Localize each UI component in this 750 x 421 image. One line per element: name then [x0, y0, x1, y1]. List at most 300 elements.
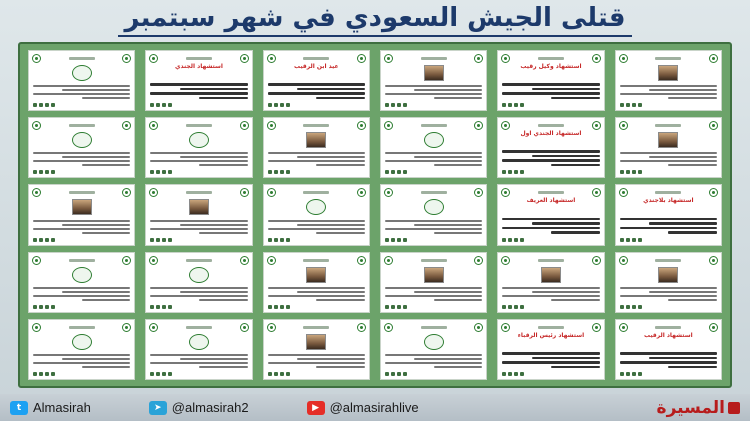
- emblem-icon: [592, 54, 601, 63]
- card-header: [619, 121, 718, 131]
- social-mini-icon: [520, 372, 524, 376]
- social-mini-icon: [51, 103, 55, 107]
- seal-icon: [424, 132, 444, 148]
- martyr-card: [497, 184, 604, 245]
- martyr-card: [615, 319, 722, 380]
- text-line: [150, 152, 247, 154]
- social-mini-icon: [33, 170, 37, 174]
- seal-icon: [424, 334, 444, 350]
- social-mini-icon: [626, 372, 630, 376]
- social-mini-icon: [520, 238, 524, 242]
- text-line: [180, 358, 248, 360]
- martyr-photo: [658, 132, 678, 148]
- martyr-card: [145, 252, 252, 313]
- social-mini-icon: [268, 103, 272, 107]
- text-line: [532, 88, 600, 91]
- text-line: [316, 299, 365, 301]
- social-mini-icon: [274, 238, 278, 242]
- card-description: [620, 150, 717, 168]
- card-header: [32, 256, 131, 266]
- card-footer: [620, 103, 717, 107]
- text-line: [551, 299, 600, 301]
- text-line: [385, 85, 482, 87]
- card-header: [32, 121, 131, 131]
- header-text-line: [303, 191, 329, 194]
- card-header: [149, 323, 248, 333]
- card-footer: [620, 305, 717, 309]
- card-header: [267, 188, 366, 198]
- card-footer: [502, 103, 599, 107]
- text-line: [316, 97, 365, 100]
- text-line: [532, 155, 600, 158]
- card-footer: [150, 372, 247, 376]
- emblem-icon: [474, 256, 483, 265]
- card-headline: استشهاد العريف: [526, 197, 576, 205]
- social-mini-icon: [39, 170, 43, 174]
- social-mini-icon: [502, 305, 506, 309]
- emblem-icon: [267, 323, 276, 332]
- social-mini-icon: [45, 372, 49, 376]
- social-mini-icon: [403, 238, 407, 242]
- social-mini-icon: [403, 305, 407, 309]
- social-mini-icon: [520, 305, 524, 309]
- martyr-card: [497, 50, 604, 111]
- text-line: [316, 232, 365, 234]
- social-mini-icon: [391, 170, 395, 174]
- martyr-photo: [306, 334, 326, 350]
- emblem-icon: [240, 54, 249, 63]
- header-text-line: [69, 57, 95, 60]
- text-line: [62, 291, 130, 293]
- social-mini-icon: [268, 170, 272, 174]
- card-footer: [150, 170, 247, 174]
- text-line: [434, 164, 483, 166]
- text-line: [33, 287, 130, 289]
- social-mini-icon: [403, 170, 407, 174]
- text-line: [551, 164, 600, 167]
- text-line: [268, 228, 365, 230]
- text-line: [33, 160, 130, 162]
- martyr-card: [380, 252, 487, 313]
- card-header: [267, 121, 366, 131]
- text-line: [620, 218, 717, 221]
- social-mini-icon: [280, 103, 284, 107]
- card-description: [33, 150, 130, 168]
- header-text-line: [538, 57, 564, 60]
- social-mini-icon: [638, 170, 642, 174]
- youtube-icon: ▶: [307, 401, 325, 415]
- emblem-icon: [240, 323, 249, 332]
- text-line: [385, 220, 482, 222]
- text-line: [180, 156, 248, 158]
- card-description: [268, 218, 365, 236]
- emblem-icon: [474, 188, 483, 197]
- social-mini-icon: [632, 170, 636, 174]
- emblem-icon: [149, 256, 158, 265]
- text-line: [297, 291, 365, 293]
- emblem-icon: [122, 188, 131, 197]
- card-footer: [620, 170, 717, 174]
- text-line: [150, 160, 247, 162]
- social-mini-icon: [397, 372, 401, 376]
- emblem-icon: [240, 256, 249, 265]
- emblem-icon: [709, 121, 718, 130]
- card-description: [620, 216, 717, 236]
- emblem-icon: [619, 323, 628, 332]
- card-headline: استشهاد رئيس الرقباء: [517, 331, 585, 339]
- text-line: [150, 362, 247, 364]
- martyr-card: [263, 252, 370, 313]
- text-line: [668, 366, 717, 369]
- header-text-line: [186, 259, 212, 262]
- social-mini-icon: [620, 103, 624, 107]
- text-line: [199, 164, 248, 166]
- card-description: [502, 81, 599, 101]
- card-description: [33, 352, 130, 370]
- emblem-icon: [619, 54, 628, 63]
- text-line: [385, 287, 482, 289]
- emblem-icon: [240, 121, 249, 130]
- martyr-photo: [541, 267, 561, 283]
- seal-icon: [189, 334, 209, 350]
- card-footer: [502, 170, 599, 174]
- card-footer: [268, 170, 365, 174]
- emblem-icon: [32, 256, 41, 265]
- social-mini-icon: [150, 238, 154, 242]
- card-footer: [33, 170, 130, 174]
- social-mini-icon: [33, 103, 37, 107]
- text-line: [297, 156, 365, 158]
- cards-board: [18, 42, 732, 388]
- seal-icon: [72, 334, 92, 350]
- emblem-icon: [384, 188, 393, 197]
- card-description: [268, 285, 365, 303]
- header-text-line: [186, 124, 212, 127]
- text-line: [268, 152, 365, 154]
- card-description: [150, 81, 247, 101]
- card-footer: [385, 372, 482, 376]
- text-line: [199, 299, 248, 301]
- text-line: [33, 362, 130, 364]
- emblem-icon: [592, 121, 601, 130]
- header-text-line: [538, 259, 564, 262]
- card-headline: استشهاد الجندي: [175, 63, 223, 70]
- card-footer: [620, 238, 717, 242]
- emblem-icon: [384, 121, 393, 130]
- social-mini-icon: [502, 103, 506, 107]
- card-headline: استشهاد الرقيب: [643, 331, 693, 339]
- text-line: [82, 97, 131, 99]
- text-line: [385, 160, 482, 162]
- text-line: [414, 89, 482, 91]
- text-line: [551, 231, 600, 234]
- social-mini-icon: [632, 103, 636, 107]
- card-footer: [268, 103, 365, 107]
- text-line: [620, 361, 717, 364]
- emblem-icon: [474, 323, 483, 332]
- card-header: [149, 188, 248, 198]
- social-mini-icon: [508, 305, 512, 309]
- card-headline: استشهاد وكيل رقيب: [520, 63, 582, 70]
- martyr-card: [380, 184, 487, 245]
- emblem-icon: [149, 54, 158, 63]
- header-text-line: [421, 259, 447, 262]
- header-text-line: [421, 57, 447, 60]
- telegram-handle: @almasirah2: [171, 400, 249, 415]
- social-mini-icon: [638, 305, 642, 309]
- martyr-photo: [424, 65, 444, 81]
- social-mini-icon: [156, 170, 160, 174]
- emblem-icon: [619, 188, 628, 197]
- logo-mark-icon: [728, 402, 740, 414]
- social-mini-icon: [508, 170, 512, 174]
- social-mini-icon: [508, 372, 512, 376]
- text-line: [199, 366, 248, 368]
- card-header: [384, 256, 483, 266]
- emblem-icon: [32, 323, 41, 332]
- social-mini-icon: [51, 170, 55, 174]
- header-text-line: [421, 191, 447, 194]
- text-line: [649, 291, 717, 293]
- text-line: [268, 362, 365, 364]
- header-text-line: [538, 326, 564, 329]
- card-footer: [385, 103, 482, 107]
- seal-icon: [72, 65, 92, 81]
- social-mini-icon: [51, 238, 55, 242]
- card-description: [150, 285, 247, 303]
- emblem-icon: [592, 188, 601, 197]
- seal-icon: [306, 199, 326, 215]
- emblem-icon: [32, 121, 41, 130]
- text-line: [297, 88, 365, 91]
- martyr-card: [28, 252, 135, 313]
- social-mini-icon: [626, 238, 630, 242]
- emblem-icon: [149, 323, 158, 332]
- social-mini-icon: [403, 372, 407, 376]
- social-mini-icon: [150, 372, 154, 376]
- text-line: [668, 231, 717, 234]
- footer-bar: [0, 394, 750, 421]
- text-line: [150, 220, 247, 222]
- social-mini-icon: [502, 238, 506, 242]
- social-mini-icon: [51, 305, 55, 309]
- card-header: [384, 54, 483, 64]
- text-line: [33, 93, 130, 95]
- social-mini-icon: [168, 238, 172, 242]
- telegram-link[interactable]: [149, 400, 249, 415]
- text-line: [268, 295, 365, 297]
- social-mini-icon: [274, 103, 278, 107]
- martyr-photo: [424, 267, 444, 283]
- martyr-card: [145, 50, 252, 111]
- martyr-card: [263, 319, 370, 380]
- emblem-icon: [501, 323, 510, 332]
- card-footer: [33, 372, 130, 376]
- social-mini-icon: [502, 372, 506, 376]
- text-line: [414, 358, 482, 360]
- text-line: [551, 366, 600, 369]
- social-mini-icon: [385, 305, 389, 309]
- emblem-icon: [357, 188, 366, 197]
- social-mini-icon: [520, 103, 524, 107]
- martyr-photo: [306, 267, 326, 283]
- social-mini-icon: [620, 170, 624, 174]
- text-line: [620, 227, 717, 230]
- emblem-icon: [32, 188, 41, 197]
- martyr-card: [263, 50, 370, 111]
- emblem-icon: [709, 256, 718, 265]
- social-mini-icon: [33, 372, 37, 376]
- social-mini-icon: [162, 238, 166, 242]
- card-description: [268, 150, 365, 168]
- emblem-icon: [619, 256, 628, 265]
- card-footer: [150, 103, 247, 107]
- text-line: [385, 152, 482, 154]
- text-line: [150, 354, 247, 356]
- text-line: [620, 93, 717, 95]
- social-mini-icon: [162, 103, 166, 107]
- martyr-card: [28, 117, 135, 178]
- emblem-icon: [240, 188, 249, 197]
- page-title: قتلى الجيش السعودي في شهر سبتمبر: [118, 3, 631, 37]
- card-header: [384, 188, 483, 198]
- martyr-card: [145, 319, 252, 380]
- social-mini-icon: [632, 372, 636, 376]
- social-mini-icon: [39, 305, 43, 309]
- social-mini-icon: [514, 170, 518, 174]
- social-mini-icon: [168, 170, 172, 174]
- martyr-card: [497, 117, 604, 178]
- text-line: [502, 83, 599, 86]
- social-mini-icon: [162, 305, 166, 309]
- card-footer: [268, 238, 365, 242]
- text-line: [620, 152, 717, 154]
- seal-icon: [72, 132, 92, 148]
- social-mini-icon: [51, 372, 55, 376]
- card-headline: استشهاد الجندي اول: [520, 130, 582, 138]
- social-mini-icon: [638, 238, 642, 242]
- text-line: [502, 159, 599, 162]
- twitter-icon: t: [10, 401, 28, 415]
- text-line: [414, 224, 482, 226]
- emblem-icon: [357, 323, 366, 332]
- youtube-link[interactable]: [307, 400, 419, 415]
- emblem-icon: [122, 256, 131, 265]
- text-line: [649, 357, 717, 360]
- card-description: [385, 285, 482, 303]
- social-mini-icon: [391, 238, 395, 242]
- text-line: [502, 287, 599, 289]
- social-mini-icon: [274, 305, 278, 309]
- card-footer: [385, 305, 482, 309]
- card-description: [385, 150, 482, 168]
- martyr-card: [380, 50, 487, 111]
- emblem-icon: [357, 256, 366, 265]
- card-description: [268, 352, 365, 370]
- social-mini-icon: [39, 372, 43, 376]
- text-line: [434, 366, 483, 368]
- card-header: [619, 256, 718, 266]
- martyr-card: [145, 117, 252, 178]
- card-header: [267, 323, 366, 333]
- header-text-line: [303, 124, 329, 127]
- social-mini-icon: [268, 305, 272, 309]
- header-text-line: [303, 259, 329, 262]
- card-headline: استشهاد بلاجندي: [643, 197, 694, 205]
- text-line: [502, 227, 599, 230]
- emblem-icon: [267, 54, 276, 63]
- title-bar: [0, 0, 750, 40]
- card-footer: [502, 238, 599, 242]
- emblem-icon: [384, 323, 393, 332]
- social-mini-icon: [391, 103, 395, 107]
- emblem-icon: [122, 323, 131, 332]
- text-line: [297, 224, 365, 226]
- text-line: [62, 358, 130, 360]
- text-line: [199, 232, 248, 234]
- text-line: [385, 228, 482, 230]
- social-mini-icon: [45, 238, 49, 242]
- social-mini-icon: [274, 170, 278, 174]
- text-line: [434, 299, 483, 301]
- twitter-link[interactable]: [10, 400, 91, 415]
- channel-logo: [657, 398, 740, 418]
- card-footer: [620, 372, 717, 376]
- social-mini-icon: [403, 103, 407, 107]
- social-mini-icon: [385, 103, 389, 107]
- emblem-icon: [357, 54, 366, 63]
- text-line: [668, 299, 717, 301]
- martyr-card: [497, 252, 604, 313]
- social-mini-icon: [162, 372, 166, 376]
- card-description: [385, 352, 482, 370]
- card-footer: [33, 305, 130, 309]
- card-header: [32, 188, 131, 198]
- text-line: [268, 160, 365, 162]
- text-line: [62, 156, 130, 158]
- social-mini-icon: [39, 103, 43, 107]
- social-mini-icon: [638, 372, 642, 376]
- text-line: [414, 156, 482, 158]
- text-line: [316, 164, 365, 166]
- text-line: [502, 92, 599, 95]
- text-line: [434, 232, 483, 234]
- social-mini-icon: [274, 372, 278, 376]
- text-line: [385, 354, 482, 356]
- text-line: [82, 164, 131, 166]
- social-mini-icon: [397, 305, 401, 309]
- card-header: [384, 121, 483, 131]
- social-mini-icon: [45, 170, 49, 174]
- card-footer: [33, 103, 130, 107]
- text-line: [385, 93, 482, 95]
- social-mini-icon: [286, 372, 290, 376]
- card-description: [502, 350, 599, 370]
- text-line: [620, 295, 717, 297]
- social-mini-icon: [280, 305, 284, 309]
- social-mini-icon: [397, 103, 401, 107]
- social-mini-icon: [620, 305, 624, 309]
- text-line: [33, 220, 130, 222]
- social-mini-icon: [286, 238, 290, 242]
- header-text-line: [186, 191, 212, 194]
- text-line: [33, 295, 130, 297]
- header-text-line: [69, 191, 95, 194]
- card-header: [619, 54, 718, 64]
- martyr-card: [380, 319, 487, 380]
- social-mini-icon: [520, 170, 524, 174]
- social-mini-icon: [286, 103, 290, 107]
